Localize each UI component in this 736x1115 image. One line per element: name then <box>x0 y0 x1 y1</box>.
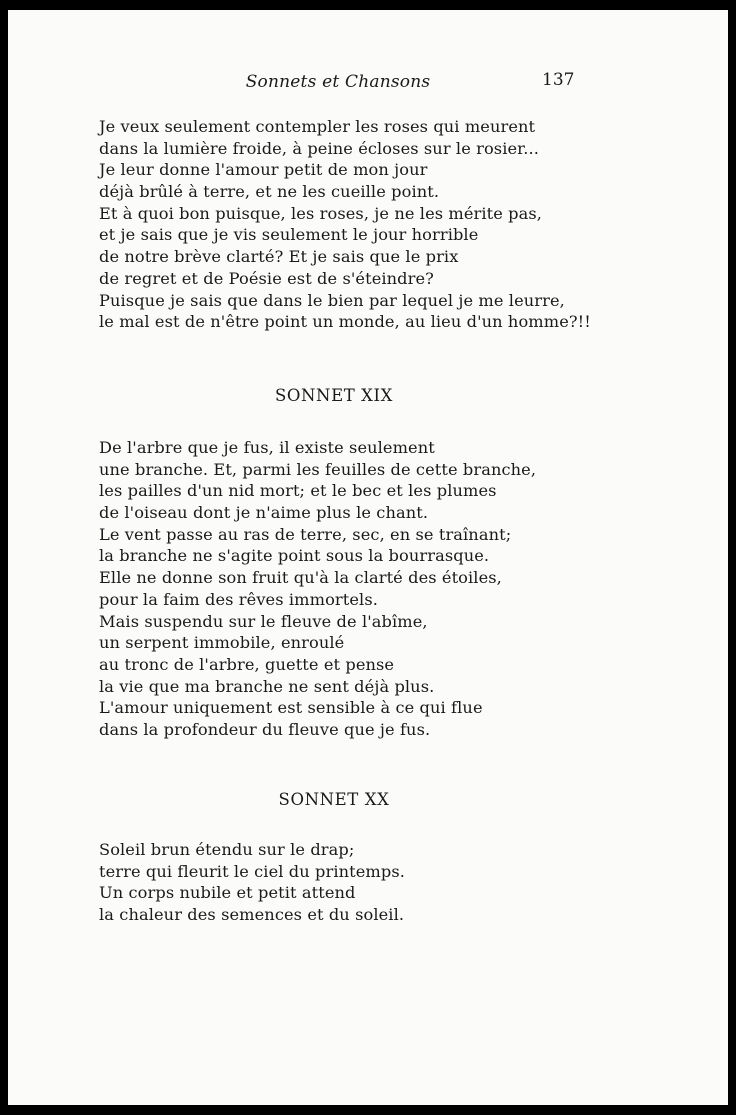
verse-line: dans la profondeur du fleuve que je fus. <box>99 719 431 739</box>
verse-line: Elle ne donne son fruit qu'à la clarté des étoiles, <box>99 568 502 588</box>
verse-line: De l'arbre que je fus, il existe seulement <box>99 438 435 457</box>
verse-line: la branche ne s'agite point sous la bourrasque. <box>99 546 490 566</box>
sonnet-xix-title: SONNET XIX <box>274 386 393 405</box>
verse-line: un serpent immobile, enroulé <box>99 633 345 653</box>
verse-line: de notre brève clarté? Et je sais que le prix <box>99 247 459 267</box>
verse-line: Puisque je sais que dans le bien par lequel je me leurre, <box>99 290 565 310</box>
running-title: Sonnets et Chansons <box>245 72 431 92</box>
intro-stanza <box>99 116 591 333</box>
verse-line: pour la faim des rêves immortels. <box>99 589 378 609</box>
verse-line: L'amour uniquement est sensible à ce qui flue <box>99 698 483 718</box>
verse-line: déjà brûlé à terre, et ne les cueille point. <box>99 182 440 202</box>
verse-line: et je sais que je vis seulement le jour horrible <box>99 225 479 245</box>
verse-line: le mal est de n'être point un monde, au lieu d'un homme?!! <box>99 312 591 332</box>
verse-line: les pailles d'un nid mort; et le bec et les plumes <box>99 481 497 501</box>
verse-line: Un corps nubile et petit attend <box>99 883 356 903</box>
sonnet-xx-stanza <box>99 839 405 926</box>
verse-line: Je leur donne l'amour petit de mon jour <box>99 160 428 180</box>
sonnet-xx-title: SONNET XX <box>278 790 390 809</box>
verse-line: de l'oiseau dont je n'aime plus le chant. <box>99 503 429 523</box>
verse-line: Je veux seulement contempler les roses qui meurent <box>99 117 536 136</box>
verse-line: Soleil brun étendu sur le drap; <box>99 840 355 859</box>
verse-line: Mais suspendu sur le fleuve de l'abîme, <box>99 611 428 631</box>
verse-line: la vie que ma branche ne sent déjà plus. <box>99 676 435 696</box>
verse-line: au tronc de l'arbre, guette et pense <box>99 654 395 674</box>
verse-line: terre qui fleurit le ciel du printemps. <box>99 861 405 881</box>
verse-line: une branche. Et, parmi les feuilles de cette branche, <box>99 459 537 479</box>
verse-line: de regret et de Poésie est de s'éteindre? <box>99 268 434 288</box>
page-number: 137 <box>542 70 575 90</box>
sonnet-xix-stanza <box>99 437 536 741</box>
verse-line: Et à quoi bon puisque, les roses, je ne les mérite pas, <box>99 203 543 223</box>
verse-line: la chaleur des semences et du soleil. <box>99 905 405 925</box>
book-page <box>8 10 728 1105</box>
verse-line: dans la lumière froide, à peine écloses sur le rosier... <box>99 138 539 158</box>
verse-line: Le vent passe au ras de terre, sec, en se traînant; <box>99 524 512 544</box>
